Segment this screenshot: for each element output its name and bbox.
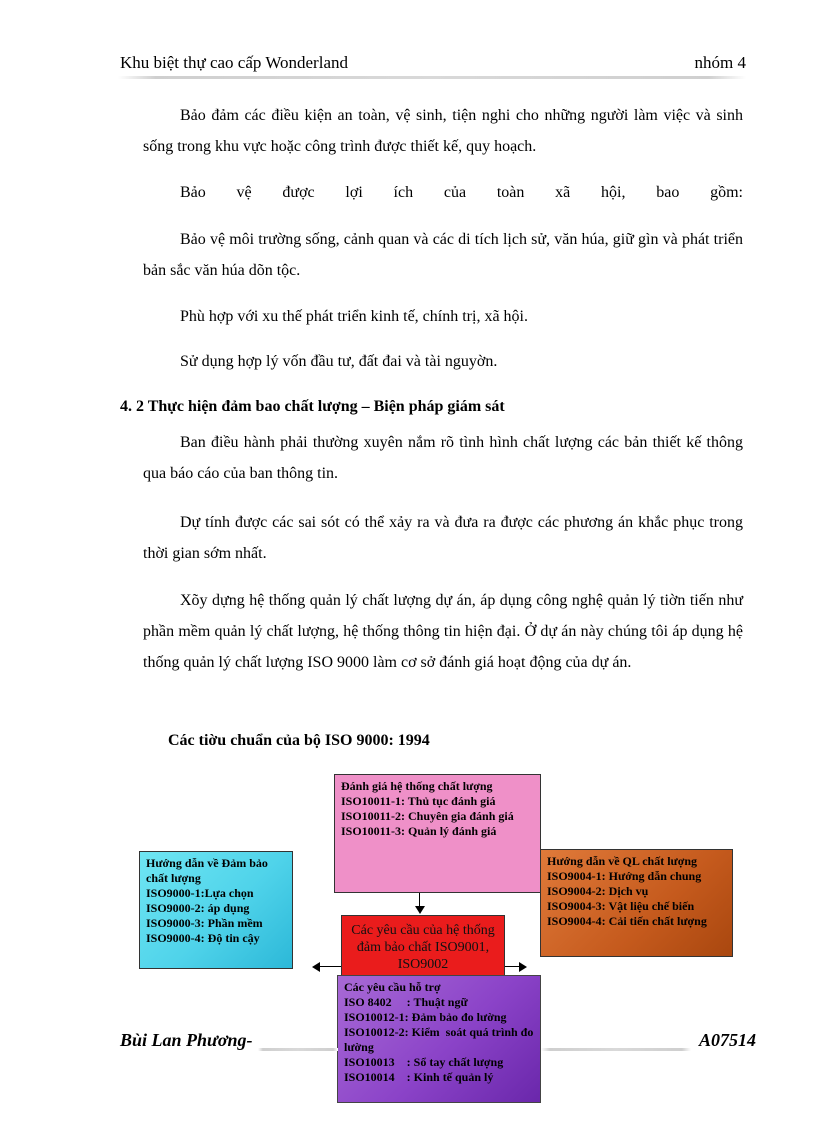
- box-quality-assurance-guide: [139, 851, 293, 969]
- footer-rule: [541, 1048, 691, 1051]
- arrow-down-icon: [415, 906, 425, 914]
- connector-right: [505, 966, 520, 967]
- box-quality-management-guide-title: Hướng dẫn về QL chất lượng: [547, 854, 698, 868]
- footer-rule: [258, 1048, 338, 1051]
- box-supporting-requirements-title: Các yêu cầu hỗ trợ: [344, 980, 441, 994]
- box-quality-audit-line: ISO10011-1: Thủ tục đánh giá: [341, 794, 496, 808]
- box-quality-assurance-guide-line: ISO9000-4: Độ tin cậy: [146, 931, 260, 945]
- header-title: Khu biệt thự cao cấp Wonderland: [120, 53, 348, 72]
- box-quality-management-guide-line: ISO9004-1: Hướng dẫn chung: [547, 869, 702, 883]
- paragraph-safety: Bảo đảm các điều kiện an toàn, vệ sinh, tiện nghi cho những người làm việc và sinh sống trong khu vực hoặc công trình được thiết kế, quy hoạch.: [143, 107, 743, 155]
- diagram-title: Các tiờu chuẩn của bộ ISO 9000: 1994: [168, 732, 430, 749]
- box-supporting-requirements-line: ISO10012-2: Kiểm soát quá trình đo lường: [344, 1025, 537, 1054]
- box-quality-management-guide-line: ISO9004-4: Cải tiến chất lượng: [547, 914, 707, 928]
- box-quality-system-requirements: [341, 915, 505, 977]
- box-supporting-requirements-line: ISO 8402 : Thuật ngữ: [344, 995, 468, 1009]
- box-quality-management-guide: [540, 849, 733, 957]
- connector-left: [319, 966, 341, 967]
- box-quality-assurance-guide-line: ISO9000-1:Lựa chọn: [146, 886, 254, 900]
- box-quality-assurance-guide-title: Hướng dẫn về Đảm bảo chất lượng: [146, 856, 268, 885]
- box-supporting-requirements: [337, 975, 541, 1103]
- paragraph-trend: Phù hợp với xu thế phát triển kinh tế, chính trị, xã hội.: [180, 308, 528, 325]
- paragraph-society: Bảo vệ được lợi ích của toàn xã hội, bao gồm:: [180, 184, 743, 201]
- paragraph-management: Ban điều hành phải thường xuyên nắm rõ tình hình chất lượng các bản thiết kế thông qua báo cáo của ban thông tin.: [143, 434, 743, 482]
- box-quality-audit-title: Đánh giá hệ thống chất lượng: [341, 779, 493, 793]
- box-quality-audit-line: ISO10011-3: Quản lý đánh giá: [341, 824, 497, 838]
- box-quality-audit: [334, 774, 541, 893]
- arrow-right-icon: [519, 962, 527, 972]
- box-quality-management-guide-line: ISO9004-2: Dịch vụ: [547, 884, 649, 898]
- paragraph-resources: Sử dụng hợp lý vốn đầu tư, đất đai và tài nguyờn.: [180, 353, 498, 370]
- box-quality-system-requirements-text: Các yêu cầu của hệ thống đảm bảo chất ISO9001, ISO9002: [351, 923, 495, 972]
- box-supporting-requirements-line: ISO10014 : Kinh tế quản lý: [344, 1070, 494, 1084]
- box-quality-assurance-guide-line: ISO9000-2: áp dụng: [146, 901, 250, 915]
- box-quality-management-guide-line: ISO9004-3: Vật liệu chế biến: [547, 899, 695, 913]
- box-supporting-requirements-line: ISO10012-1: Đảm bảo đo lường: [344, 1010, 507, 1024]
- box-supporting-requirements-line: ISO10013 : Sổ tay chất lượng: [344, 1055, 504, 1069]
- footer-author: Bùi Lan Phương-: [120, 1030, 253, 1050]
- paragraph-errors: Dự tính được các sai sót có thể xảy ra và đưa ra được các phương án khắc phục trong thời gian sớm nhất.: [143, 514, 743, 562]
- paragraph-iso-system: Xõy dựng hệ thống quản lý chất lượng dự án, áp dụng công nghệ quản lý tiờn tiến như phần mềm quản lý chất lượng, hệ thống thông tin hiện đại. Ở dự án này chúng tôi áp dụng hệ thống quản lý chất lượng ISO 9000 làm cơ sở đánh giá hoạt động của dự án.: [143, 592, 743, 671]
- box-quality-assurance-guide-line: ISO9000-3: Phần mềm: [146, 916, 263, 930]
- header-rule: [118, 76, 746, 79]
- section-heading: 4. 2 Thực hiện đảm bao chất lượng – Biện pháp giám sát: [120, 398, 505, 415]
- arrow-left-icon: [312, 962, 320, 972]
- header-group: nhóm 4: [694, 53, 746, 72]
- footer-code: A07514: [698, 1030, 756, 1050]
- paragraph-environment: Bảo vệ môi trường sống, cảnh quan và các di tích lịch sử, văn húa, giữ gìn và phát triển bản sắc văn húa dõn tộc.: [143, 231, 743, 279]
- box-quality-audit-line: ISO10011-2: Chuyên gia đánh giá: [341, 809, 514, 823]
